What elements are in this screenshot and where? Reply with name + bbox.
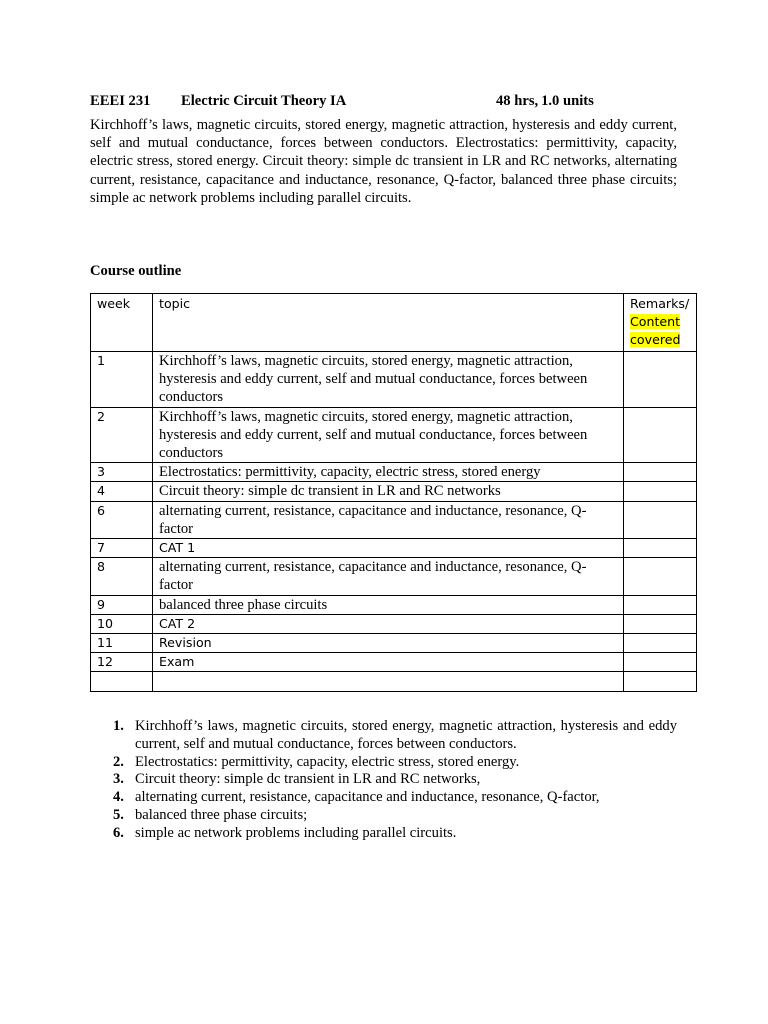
remarks-cell — [624, 539, 697, 558]
topics-list — [90, 718, 677, 843]
remarks-cell — [624, 482, 697, 501]
table-row — [91, 634, 697, 653]
table-row — [91, 501, 697, 538]
table-row — [91, 614, 697, 633]
table-row — [91, 463, 697, 482]
week-column-header: week — [91, 294, 153, 352]
week-cell: 12 — [91, 653, 153, 672]
table-row — [91, 539, 697, 558]
remarks-column-header — [624, 294, 697, 352]
topic-cell — [153, 672, 624, 692]
list-item-text: Circuit theory: simple dc transient in LR and RC networks, — [135, 771, 481, 788]
week-cell — [91, 672, 153, 692]
remarks-cell — [624, 463, 697, 482]
week-cell: 11 — [91, 634, 153, 653]
course-outline-heading: Course outline — [90, 263, 182, 279]
list-item — [90, 718, 677, 754]
remarks-cell — [624, 672, 697, 692]
remarks-cell — [624, 501, 697, 538]
week-cell: 4 — [91, 482, 153, 501]
course-description: Kirchhoff’s laws, magnetic circuits, stored energy, magnetic attraction, hysteresis and eddy current, self and mutual conductance, forces between conductors. Electrostatics: permittivity, capacity, electric stress, stored energy. Circuit theory: simple dc transient in LR and RC networks, alternating current, resistance, capacitance and inductance, resonance, Q-factor, balanced three phase circuits; simple ac network problems including parallel circuits. — [90, 117, 677, 206]
list-item — [90, 825, 677, 843]
course-units: 48 hrs, 1.0 units — [496, 93, 594, 109]
week-cell: 9 — [91, 595, 153, 614]
topic-cell: Exam — [153, 653, 624, 672]
topic-cell: CAT 2 — [153, 614, 624, 633]
list-item-text: Kirchhoff’s laws, magnetic circuits, stored energy, magnetic attraction, hysteresis and eddy current, self and mutual conductance, forces between conductors. — [135, 718, 677, 752]
remarks-header-line1: Remarks/ — [630, 296, 690, 311]
remarks-cell — [624, 653, 697, 672]
table-row — [91, 352, 697, 408]
remarks-cell — [624, 634, 697, 653]
course-outline-table — [90, 293, 697, 692]
table-header-row — [91, 294, 697, 352]
topic-cell: alternating current, resistance, capacitance and inductance, resonance, Q-factor — [153, 501, 624, 538]
remarks-cell — [624, 595, 697, 614]
list-item-number: 6. — [113, 824, 124, 841]
topic-cell: CAT 1 — [153, 539, 624, 558]
list-item-number: 1. — [113, 718, 124, 734]
week-cell: 6 — [91, 501, 153, 538]
remarks-cell — [624, 614, 697, 633]
topic-cell: Electrostatics: permittivity, capacity, electric stress, stored energy — [153, 463, 624, 482]
topic-cell: balanced three phase circuits — [153, 595, 624, 614]
course-title: Electric Circuit Theory IA — [181, 93, 347, 109]
list-item-number: 3. — [113, 771, 124, 788]
table-row — [91, 482, 697, 501]
topic-column-header: topic — [153, 294, 624, 352]
remarks-cell — [624, 352, 697, 408]
topic-cell: alternating current, resistance, capacitance and inductance, resonance, Q-factor — [153, 558, 624, 595]
week-cell: 3 — [91, 463, 153, 482]
remarks-header-line2: Content — [630, 314, 681, 330]
list-item-text: balanced three phase circuits; — [135, 806, 308, 823]
table-row — [91, 558, 697, 595]
week-cell: 1 — [91, 352, 153, 408]
course-header — [90, 93, 680, 111]
list-item — [90, 754, 677, 772]
list-item-number: 2. — [113, 753, 124, 770]
list-item-text: Electrostatics: permittivity, capacity, electric stress, stored energy. — [135, 753, 520, 770]
list-item — [90, 807, 677, 825]
remarks-cell — [624, 558, 697, 595]
remarks-cell — [624, 407, 697, 463]
topic-cell: Circuit theory: simple dc transient in LR and RC networks — [153, 482, 624, 501]
week-cell: 8 — [91, 558, 153, 595]
course-code: EEEI 231 — [90, 93, 151, 109]
table-row — [91, 672, 697, 692]
list-item-number: 5. — [113, 806, 124, 823]
list-item — [90, 789, 677, 807]
list-item-text: simple ac network problems including parallel circuits. — [135, 824, 457, 841]
topic-cell: Revision — [153, 634, 624, 653]
table-row — [91, 595, 697, 614]
list-item-text: alternating current, resistance, capacitance and inductance, resonance, Q-factor, — [135, 789, 600, 806]
topic-cell: Kirchhoff’s laws, magnetic circuits, stored energy, magnetic attraction, hysteresis and eddy current, self and mutual conductance, forces between conductors — [153, 407, 624, 463]
table-row — [91, 407, 697, 463]
week-cell: 10 — [91, 614, 153, 633]
remarks-header-line3: covered — [630, 332, 681, 348]
list-item-number: 4. — [113, 789, 124, 806]
week-cell: 2 — [91, 407, 153, 463]
table-row — [91, 653, 697, 672]
topic-cell: Kirchhoff’s laws, magnetic circuits, stored energy, magnetic attraction, hysteresis and eddy current, self and mutual conductance, forces between conductors — [153, 352, 624, 408]
week-cell: 7 — [91, 539, 153, 558]
list-item — [90, 771, 677, 789]
